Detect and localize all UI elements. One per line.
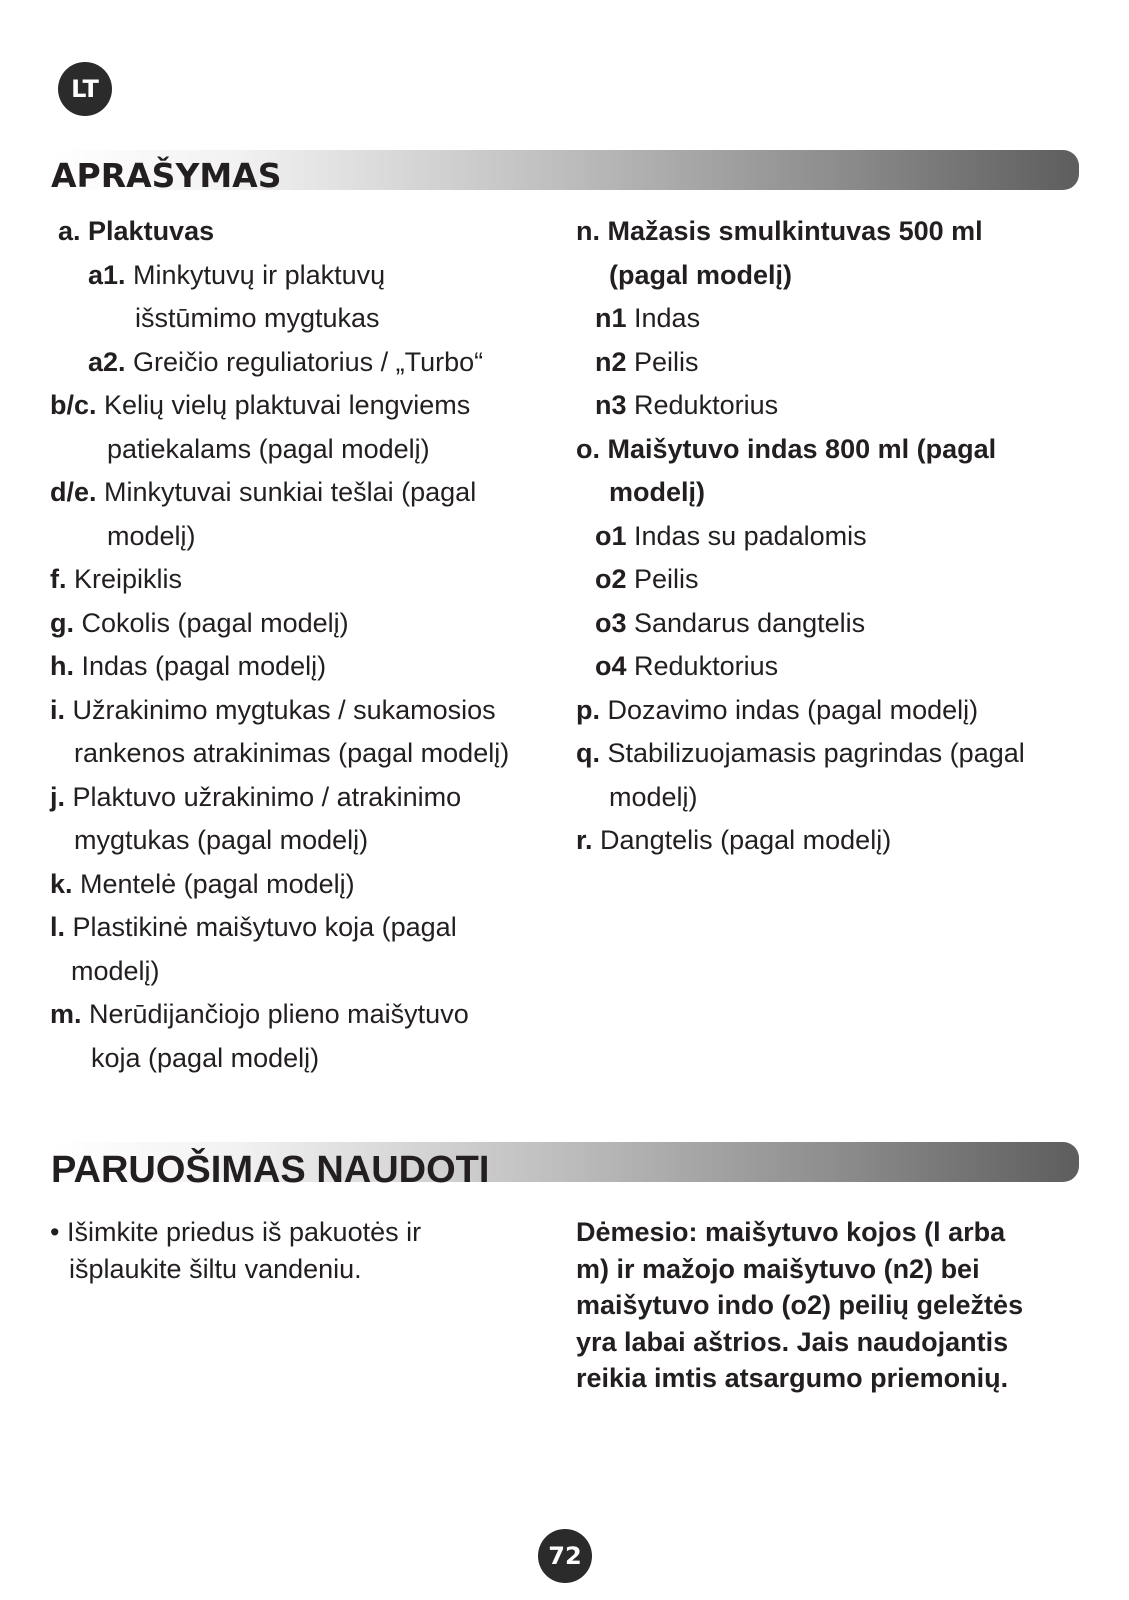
list-item: j. Plaktuvo užrakinimo / atrakinimo mygtukas (pagal modelį) bbox=[50, 781, 462, 855]
list-item: o. Maišytuvo indas 800 ml (pagal modelį) bbox=[576, 433, 997, 507]
list-item: a1. Minkytuvų ir plaktuvų išstūmimo mygtukas bbox=[88, 259, 386, 333]
list-item: k. Mentelė (pagal modelį) bbox=[50, 868, 355, 899]
list-item: p. Dozavimo indas (pagal modelį) bbox=[576, 694, 979, 725]
language-badge: LT bbox=[58, 62, 112, 116]
description-left-column bbox=[50, 210, 550, 1080]
list-item: n2 Peilis bbox=[595, 346, 699, 377]
preparation-warning: Dėmesio: maišytuvo kojos (l arba m) ir mažojo maišytuvo (n2) bei maišytuvo indo (o2) peilių geležtės yra labai aštrios. Jais naudojantis reikia imtis atsargumo priemonių. bbox=[576, 1217, 1024, 1393]
list-item: o4 Reduktorius bbox=[595, 651, 779, 681]
list-item: o1 Indas su padalomis bbox=[595, 520, 867, 551]
list-item: a2. Greičio reguliatorius / „Turbo“ bbox=[88, 346, 484, 377]
list-item: n1 Indas bbox=[595, 303, 701, 333]
list-item: n3 Reduktorius bbox=[595, 390, 779, 420]
list-item: h. Indas (pagal modelį) bbox=[50, 651, 327, 681]
list-item: g. Cokolis (pagal modelį) bbox=[50, 607, 349, 638]
list-item: d/e. Minkytuvai sunkiai tešlai (pagal modelį) bbox=[50, 477, 477, 551]
page-number: 72 bbox=[538, 1529, 592, 1583]
list-item: b/c. Kelių vielų plaktuvai lengviems patiekalams (pagal modelį) bbox=[50, 390, 471, 464]
list-item: f. Kreipiklis bbox=[50, 564, 183, 594]
preparation-bullet: • Išimkite priedus iš pakuotės ir išplaukite šiltu vandeniu. bbox=[50, 1217, 422, 1284]
list-item: o2 Peilis bbox=[595, 564, 699, 594]
list-item: i. Užrakinimo mygtukas / sukamosios rankenos atrakinimas (pagal modelį) bbox=[50, 694, 510, 768]
list-item: a. Plaktuvas bbox=[58, 216, 215, 246]
description-title: APRAŠYMAS bbox=[51, 156, 282, 195]
list-item: r. Dangtelis (pagal modelį) bbox=[576, 825, 892, 855]
preparation-title: PARUOŠIMAS NAUDOTI bbox=[51, 1149, 490, 1191]
list-item: q. Stabilizuojamasis pagrindas (pagal modelį) bbox=[576, 738, 1025, 812]
list-item: l. Plastikinė maišytuvo koja (pagal modelį) bbox=[50, 912, 457, 986]
list-item: n. Mažasis smulkintuvas 500 ml (pagal modelį) bbox=[576, 216, 983, 290]
list-item: o3 Sandarus dangtelis bbox=[595, 607, 866, 638]
description-right-column bbox=[576, 210, 1076, 863]
list-item: m. Nerūdijančiojo plieno maišytuvo koja (pagal modelį) bbox=[50, 999, 469, 1073]
